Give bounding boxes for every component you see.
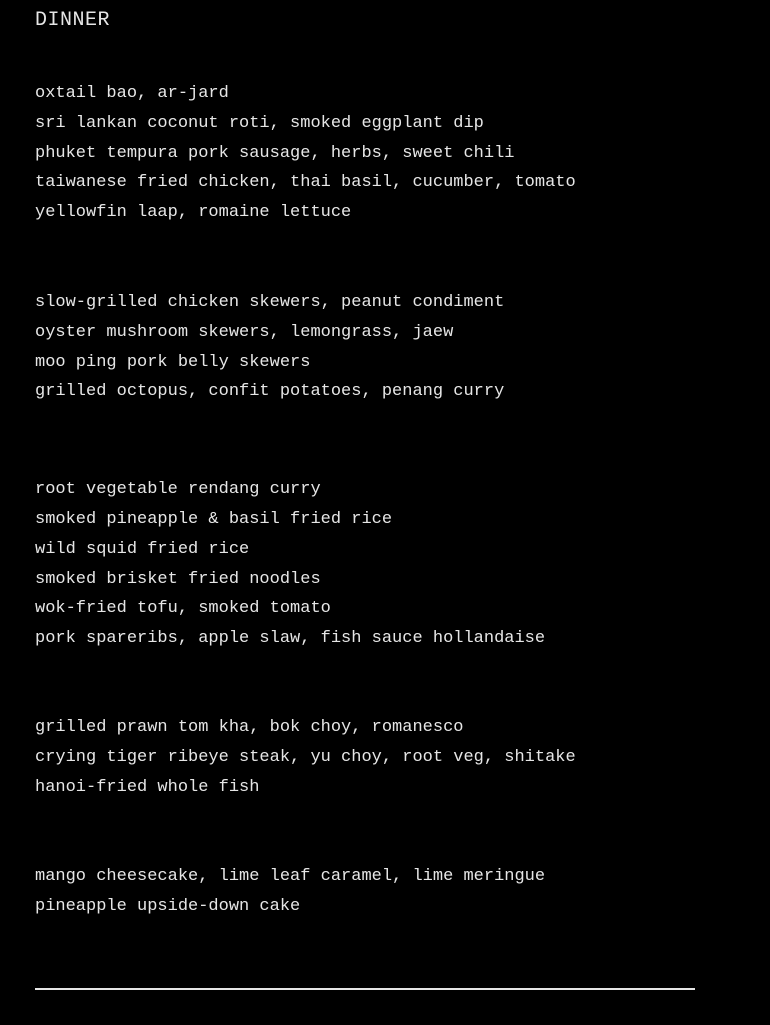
menu-item: oxtail bao, ar-jard [35,84,229,103]
section-spacer [35,228,725,288]
menu-item: grilled octopus, confit potatoes, penang curry [35,382,505,402]
section-spacer [35,802,725,862]
menu-section-rice-noodles [35,475,725,654]
menu-section-desserts [35,862,725,922]
menu-item: grilled prawn tom kha, bok choy, romanesco [35,717,464,737]
menu-item: root vegetable rendang curry [35,480,321,500]
menu-item: wild squid fried rice [35,539,250,559]
menu-item: sri lankan coconut roti, smoked eggplant dip [35,113,484,133]
menu-item: smoked brisket fried noodles [35,569,321,589]
dinner-menu [35,8,725,922]
menu-item: yellowfin laap, romaine lettuce [35,203,352,223]
menu-item: oyster mushroom skewers, lemongrass, jaew [35,322,454,342]
menu-section-small-plates [35,79,725,228]
menu-item: moo ping pork belly skewers [35,352,311,372]
footer-divider [35,988,695,990]
menu-item: smoked pineapple & basil fried rice [35,509,393,529]
menu-item: wok-fried tofu, smoked tomato [35,599,331,619]
section-spacer [35,407,725,475]
menu-section-large-plates [35,713,725,802]
menu-item: taiwanese fried chicken, thai basil, cucumber, tomato [35,173,576,193]
section-spacer [35,654,725,713]
menu-item: slow-grilled chicken skewers, peanut condiment [35,292,505,312]
menu-item: phuket tempura pork sausage, herbs, sweet chili [35,143,515,163]
menu-item: pineapple upside-down cake [35,897,301,917]
menu-title: DINNER [35,9,111,32]
menu-item: mango cheesecake, lime leaf caramel, lime meringue [35,867,546,887]
menu-item: pork spareribs, apple slaw, fish sauce hollandaise [35,629,546,649]
menu-section-skewers [35,288,725,407]
menu-item: hanoi-fried whole fish [35,777,260,797]
menu-item: crying tiger ribeye steak, yu choy, root veg, shitake [35,747,576,767]
